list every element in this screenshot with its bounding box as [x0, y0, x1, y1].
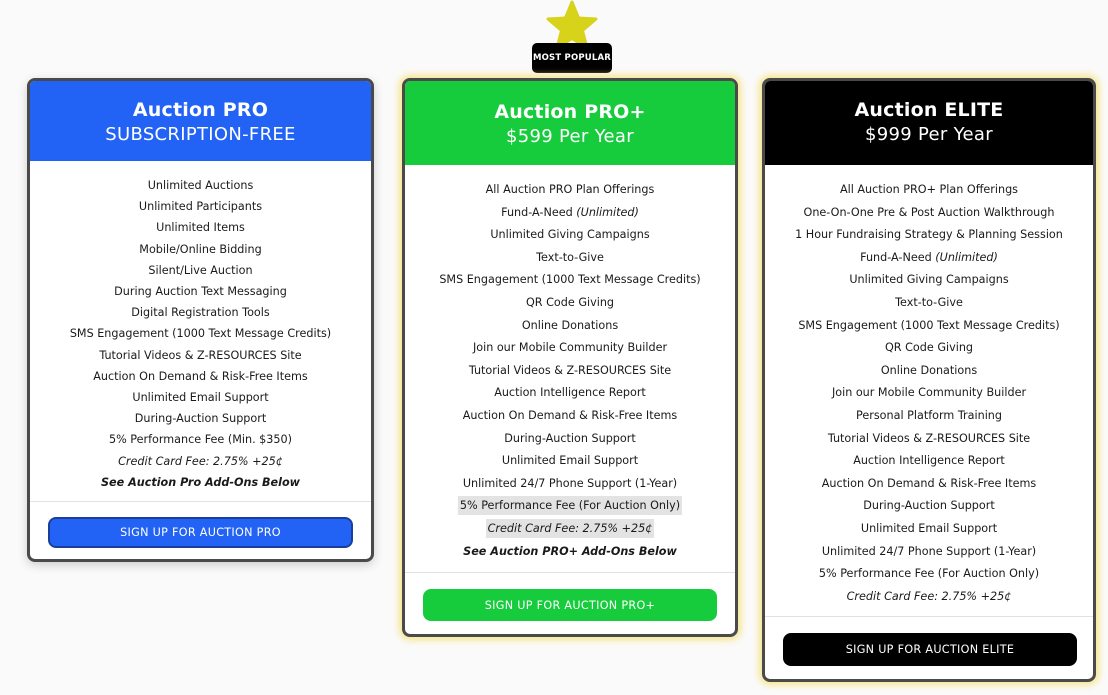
feature-list — [405, 165, 735, 563]
feature-item — [765, 541, 1093, 564]
feature-item — [765, 247, 1093, 270]
feature-text: Join our Mobile Community Builder — [831, 386, 1027, 400]
feature-text: Fund-A-Need — [860, 250, 936, 264]
feature-item — [405, 269, 735, 292]
feature-list — [30, 161, 371, 493]
feature-item — [405, 495, 735, 518]
feature-text: 1 Hour Fundraising Strategy & Planning Session — [795, 228, 1063, 242]
plan-header — [405, 81, 735, 165]
feature-item — [30, 281, 371, 302]
divider — [765, 616, 1093, 617]
feature-text: Personal Platform Training — [856, 408, 1002, 422]
feature-item — [405, 315, 735, 338]
plan-price: $999 Per Year — [865, 124, 993, 145]
feature-text: During-Auction Support — [134, 412, 267, 426]
divider — [30, 501, 371, 502]
feature-item — [30, 217, 371, 238]
feature-text: Tutorial Videos & Z-RESOURCES Site — [827, 431, 1031, 445]
plan-header — [765, 81, 1093, 165]
feature-text: Unlimited Email Support — [132, 391, 269, 405]
feature-text: Unlimited Auctions — [147, 179, 254, 192]
feature-item — [405, 224, 735, 247]
feature-text: Unlimited Giving Campaigns — [490, 228, 650, 242]
plan-name: Auction PRO — [132, 99, 269, 121]
feature-text: SMS Engagement (1000 Text Message Credits) — [439, 273, 701, 287]
feature-item — [765, 224, 1093, 247]
feature-emphasis: (Unlimited) — [935, 250, 998, 264]
feature-item — [405, 518, 735, 541]
feature-item — [765, 292, 1093, 315]
feature-item — [30, 260, 371, 281]
feature-text: SMS Engagement (1000 Text Message Credits) — [798, 318, 1060, 332]
feature-text: Tutorial Videos & Z-RESOURCES Site — [468, 363, 672, 377]
feature-text: Mobile/Online Bidding — [139, 242, 262, 256]
feature-item — [30, 175, 371, 196]
plan-card-auction-elite — [762, 78, 1096, 682]
plan-price: $599 Per Year — [506, 126, 634, 147]
feature-text: One-On-One Pre & Post Auction Walkthrough — [803, 205, 1055, 219]
feature-item — [405, 405, 735, 428]
feature-text: 5% Performance Fee (For Auction Only) — [818, 567, 1040, 581]
feature-list — [765, 165, 1093, 608]
plan-name: Auction PRO+ — [494, 101, 646, 123]
feature-text: Auction Intelligence Report — [853, 454, 1005, 468]
feature-text: Unlimited 24/7 Phone Support (1-Year) — [821, 544, 1037, 558]
plan-name: Auction ELITE — [854, 99, 1004, 121]
feature-item — [765, 337, 1093, 360]
feature-item — [765, 428, 1093, 451]
feature-item — [765, 563, 1093, 586]
feature-text: Tutorial Videos & Z-RESOURCES Site — [99, 348, 302, 362]
feature-text: SMS Engagement (1000 Text Message Credits) — [69, 327, 332, 341]
sign-up-auction-pro-button[interactable]: SIGN UP FOR AUCTION PRO — [48, 517, 353, 548]
feature-text: Unlimited 24/7 Phone Support (1-Year) — [462, 476, 678, 490]
feature-item — [405, 292, 735, 315]
sign-up-auction-pro-plus-button[interactable]: SIGN UP FOR AUCTION PRO+ — [423, 589, 717, 621]
feature-text: Unlimited Giving Campaigns — [849, 273, 1009, 287]
feature-item — [765, 360, 1093, 383]
feature-item — [765, 269, 1093, 292]
plan-price: SUBSCRIPTION-FREE — [105, 124, 296, 145]
feature-text: Auction On Demand & Risk-Free Items — [462, 408, 678, 422]
feature-item — [765, 518, 1093, 541]
feature-text: During Auction Text Messaging — [114, 285, 287, 299]
feature-text: Text-to-Give — [895, 295, 963, 309]
feature-item — [765, 586, 1093, 609]
feature-item — [765, 495, 1093, 518]
feature-text: Unlimited Participants — [138, 200, 263, 214]
most-popular-badge: MOST POPULAR — [532, 43, 612, 73]
feature-item — [30, 451, 371, 472]
feature-text: Credit Card Fee: 2.75% +25¢ — [118, 454, 283, 468]
feature-item — [30, 345, 371, 366]
feature-text: QR Code Giving — [884, 341, 974, 355]
feature-text: Silent/Live Auction — [148, 263, 253, 277]
feature-text: Auction On Demand & Risk-Free Items — [93, 369, 308, 383]
feature-text: 5% Performance Fee (For Auction Only) — [459, 499, 681, 513]
feature-item — [30, 472, 371, 493]
highlight — [458, 496, 682, 515]
feature-item — [30, 387, 371, 408]
feature-text: 5% Performance Fee (Min. $350) — [108, 433, 293, 447]
feature-item — [765, 382, 1093, 405]
plan-card-auction-pro-plus — [402, 78, 738, 637]
feature-item — [30, 323, 371, 344]
feature-text: Unlimited Items — [156, 221, 245, 235]
feature-text: Unlimited Email Support — [501, 454, 639, 468]
feature-item — [765, 450, 1093, 473]
feature-text: Online Donations — [521, 318, 619, 332]
feature-text: See Auction PRO+ Add-Ons Below — [463, 544, 677, 558]
feature-text: Auction On Demand & Risk-Free Items — [821, 476, 1037, 490]
plan-header — [30, 81, 371, 161]
feature-text: Credit Card Fee: 2.75% +25¢ — [487, 521, 653, 535]
feature-text: All Auction PRO Plan Offerings — [485, 183, 655, 196]
sign-up-auction-elite-button[interactable]: SIGN UP FOR AUCTION ELITE — [783, 633, 1077, 666]
feature-item — [405, 337, 735, 360]
feature-item — [405, 473, 735, 496]
feature-item — [405, 541, 735, 564]
feature-text: Unlimited Email Support — [860, 521, 998, 535]
feature-item — [405, 450, 735, 473]
feature-text: Digital Registration Tools — [131, 306, 270, 320]
feature-text: All Auction PRO+ Plan Offerings — [839, 183, 1019, 196]
feature-item — [30, 196, 371, 217]
feature-text: During-Auction Support — [504, 431, 636, 445]
divider — [405, 572, 735, 573]
feature-text: QR Code Giving — [525, 295, 615, 309]
feature-item — [30, 302, 371, 323]
feature-text: Online Donations — [880, 363, 978, 377]
feature-item — [30, 429, 371, 450]
highlight — [486, 519, 655, 538]
feature-text: Fund-A-Need — [501, 205, 577, 219]
feature-item — [405, 382, 735, 405]
feature-item — [765, 315, 1093, 338]
feature-text: Auction Intelligence Report — [494, 386, 646, 400]
feature-text: Join our Mobile Community Builder — [472, 341, 668, 355]
feature-item — [405, 202, 735, 225]
feature-item — [30, 366, 371, 387]
feature-item — [765, 405, 1093, 428]
plan-card-auction-pro — [27, 78, 374, 562]
feature-item — [30, 408, 371, 429]
feature-item — [765, 179, 1093, 202]
feature-item — [30, 239, 371, 260]
feature-item — [405, 247, 735, 270]
feature-item — [765, 473, 1093, 496]
feature-item — [765, 202, 1093, 225]
feature-emphasis: (Unlimited) — [576, 205, 639, 219]
feature-item — [405, 179, 735, 202]
feature-item — [405, 428, 735, 451]
feature-text: Text-to-Give — [536, 250, 604, 264]
feature-text: See Auction Pro Add-Ons Below — [100, 475, 301, 489]
feature-text: During-Auction Support — [863, 499, 995, 513]
feature-text: Credit Card Fee: 2.75% +25¢ — [846, 589, 1012, 603]
feature-item — [405, 360, 735, 383]
